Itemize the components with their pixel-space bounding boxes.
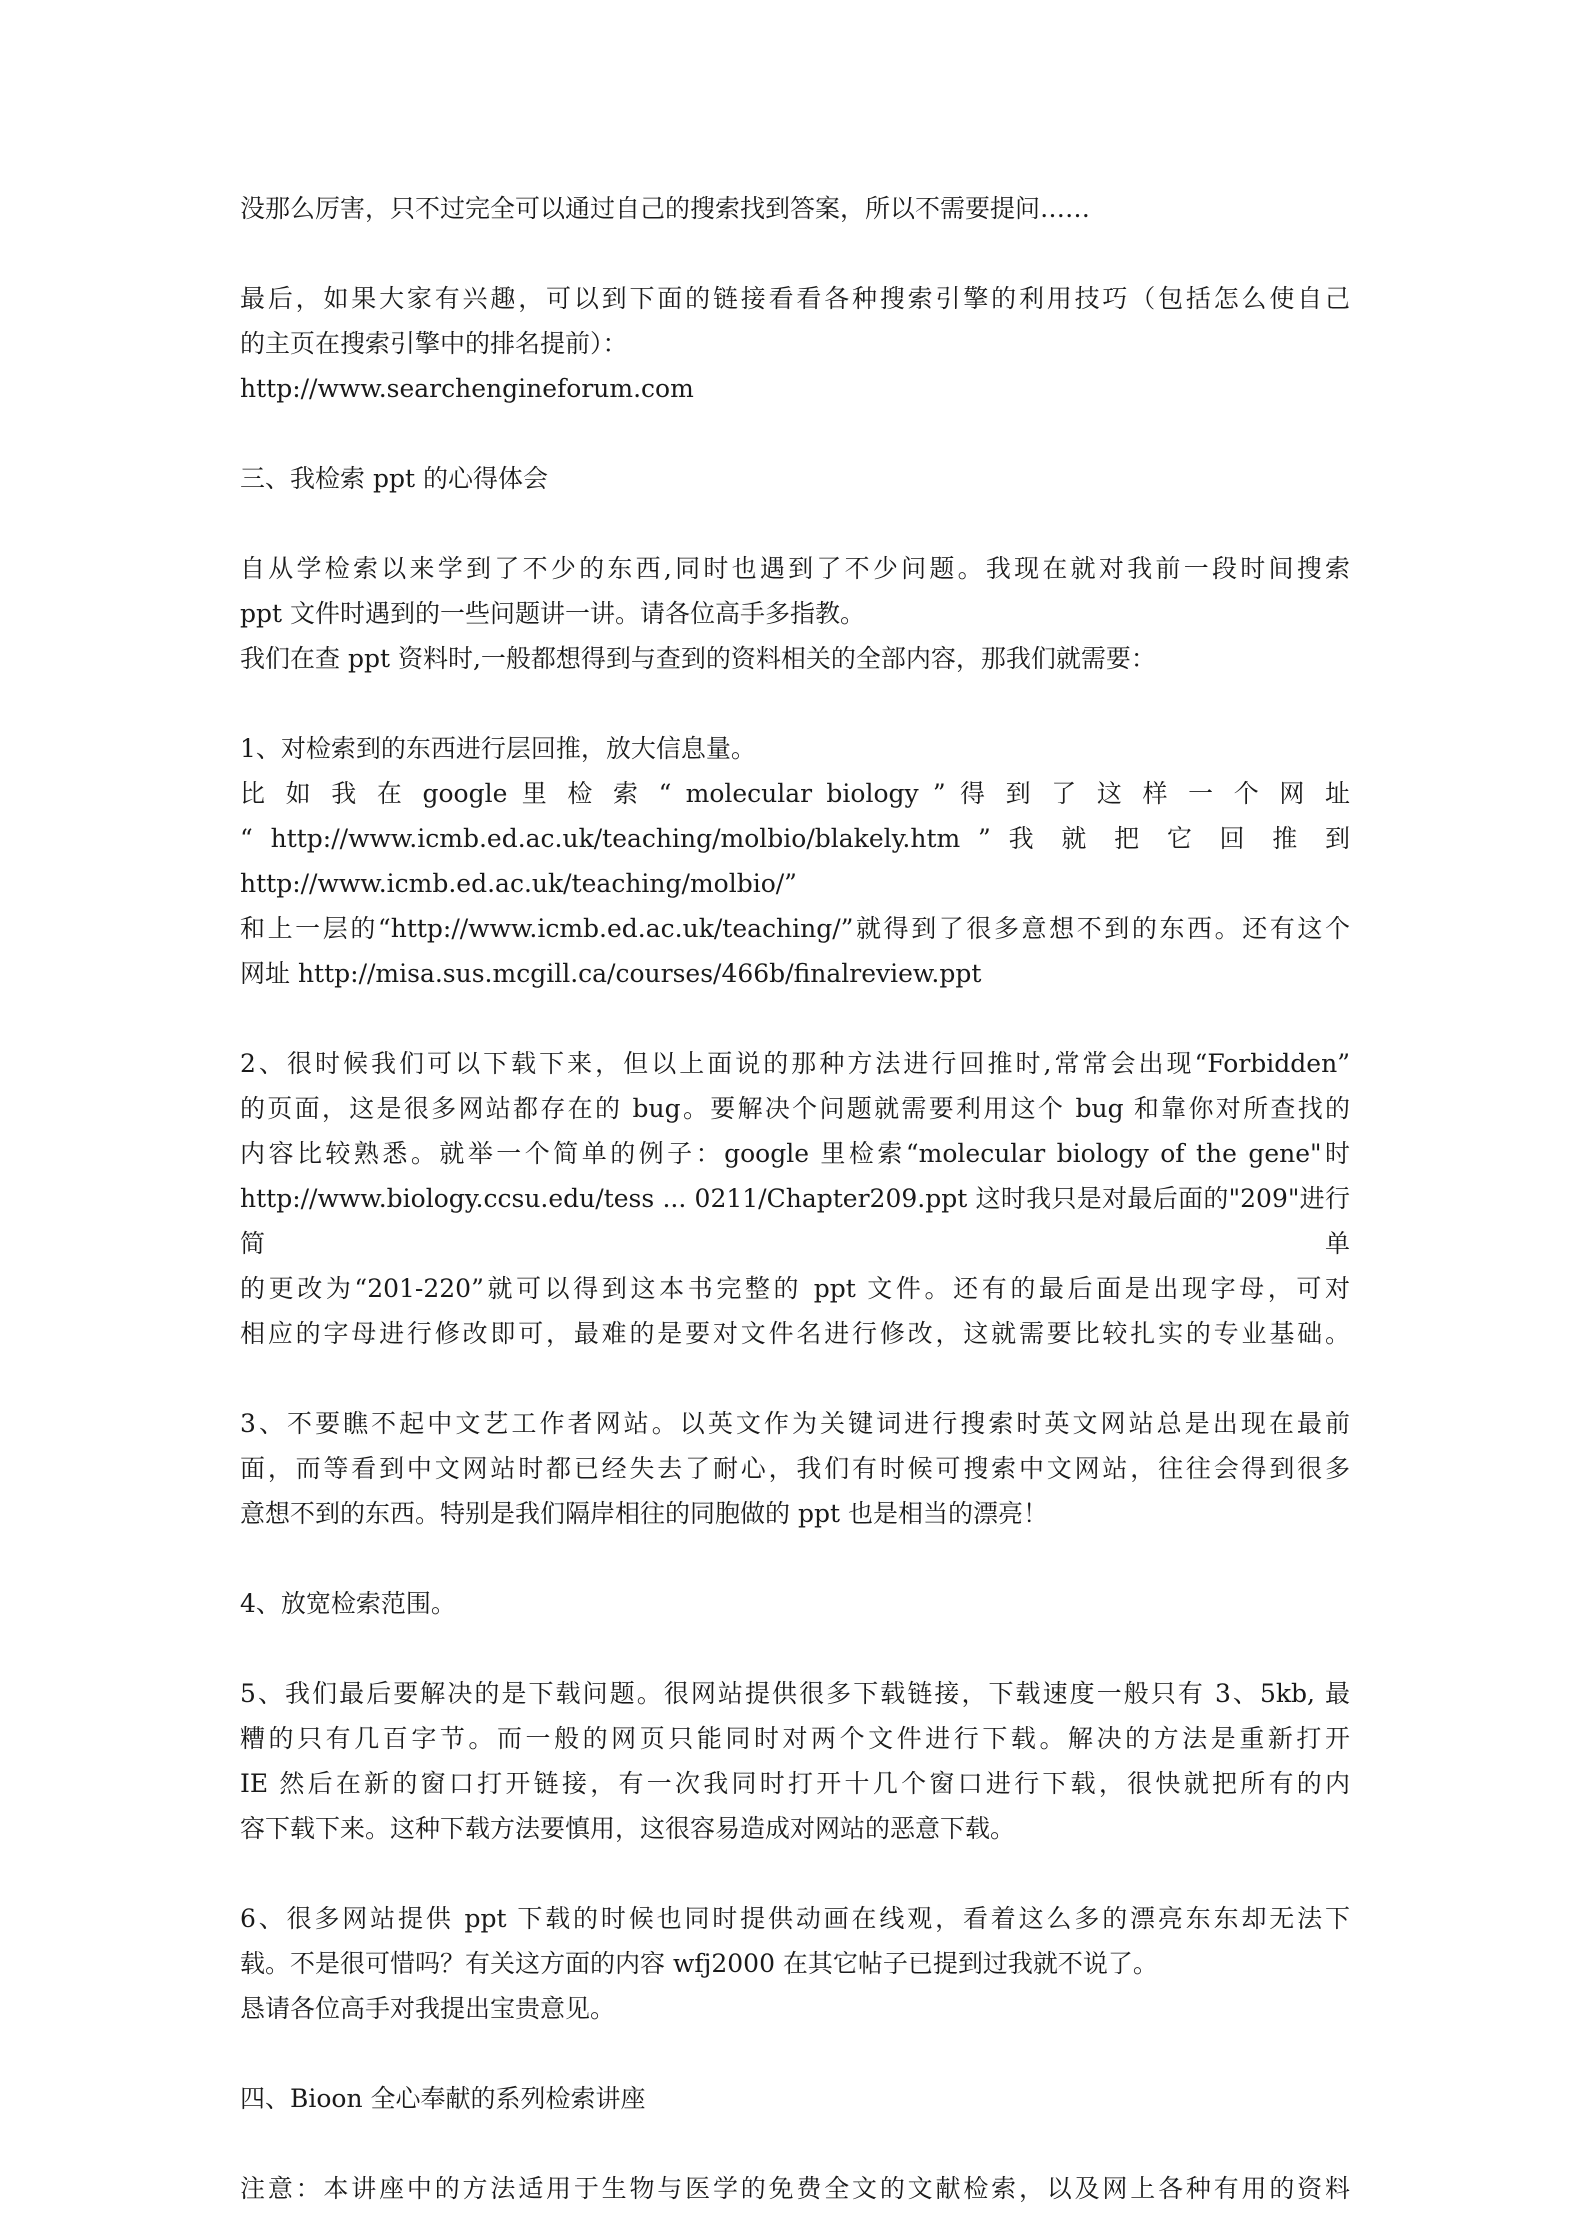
text-line: 3、不要瞧不起中文艺工作者网站。以英文作为关键词进行搜索时英文网站总是出现在最前 xyxy=(240,1409,1350,1438)
text-line: 我们在查 ppt 资料时,一般都想得到与查到的资料相关的全部内容，那我们就需要： xyxy=(240,644,1156,673)
text-line: 和上一层的“http://www.icmb.ed.ac.uk/teaching/”就得到了很多意想不到的东西。还有这个 xyxy=(240,914,1350,943)
text-line: 面，而等看到中文网站时都已经失去了耐心，我们有时候可搜索中文网站，往往会得到很多 xyxy=(240,1454,1350,1483)
section-heading-4 xyxy=(240,2076,1350,2121)
text-line: http://www.icmb.ed.ac.uk/teaching/molbio/” xyxy=(240,869,797,898)
text-line: 网址 http://misa.sus.mcgill.ca/courses/466b/finalreview.ppt xyxy=(240,959,982,988)
text-line: 没那么厉害，只不过完全可以通过自己的搜索找到答案，所以不需要提问…… xyxy=(240,194,1091,223)
text-line: 注意：本讲座中的方法适用于生物与医学的免费全文的文献检索，以及网上各种有用的资料 xyxy=(240,2174,1350,2203)
section-heading-3 xyxy=(240,456,1350,501)
heading-text: 四、Bioon 全心奉献的系列检索讲座 xyxy=(240,2084,646,2113)
text-line: 的页面，这是很多网站都存在的 bug。要解决个问题就需要利用这个 bug 和靠你对所查找的 xyxy=(240,1094,1350,1123)
text-line: 最后，如果大家有兴趣，可以到下面的链接看看各种搜索引擎的利用技巧（包括怎么使自己 xyxy=(240,284,1350,313)
url-link[interactable]: http://www.searchengineforum.com xyxy=(240,374,694,403)
paragraph-ppt-intro xyxy=(240,546,1350,681)
paragraph-search-tips-link xyxy=(240,276,1350,411)
text-line: 4、放宽检索范围。 xyxy=(240,1589,456,1618)
text-line: IE 然后在新的窗口打开链接，有一次我同时打开十几个窗口进行下载，很快就把所有的内 xyxy=(240,1769,1350,1798)
paragraph-tip-4 xyxy=(240,1581,1350,1626)
text-line: 比 如 我 在 google 里 检 索 “ molecular biology ” 得 到 了 这 样 一 个 网 址 xyxy=(240,779,1350,808)
paragraph-tip-2 xyxy=(240,1041,1350,1356)
text-line: ppt 文件时遇到的一些问题讲一讲。请各位高手多指教。 xyxy=(240,599,866,628)
text-line: “ http://www.icmb.ed.ac.uk/teaching/molbio/blakely.htm ” 我 就 把 它 回 推 到 xyxy=(240,824,1350,853)
text-line: 1、对检索到的东西进行层回推，放大信息量。 xyxy=(240,734,756,763)
text-line: 5、我们最后要解决的是下载问题。很网站提供很多下载链接，下载速度一般只有 3、5kb, 最 xyxy=(240,1679,1350,1708)
text-line: 自从学检索以来学到了不少的东西,同时也遇到了不少问题。我现在就对我前一段时间搜索 xyxy=(240,554,1350,583)
text-line: 恳请各位高手对我提出宝贵意见。 xyxy=(240,1994,616,2023)
paragraph-tip-6 xyxy=(240,1896,1350,2031)
text-line: 内容比较熟悉。就举一个简单的例子：google 里检索“molecular biology of the gene"时 xyxy=(240,1139,1350,1168)
text-line: 载。不是很可惜吗？有关这方面的内容 wfj2000 在其它帖子已提到过我就不说了。 xyxy=(240,1949,1158,1978)
text-line: 的主页在搜索引擎中的排名提前）： xyxy=(240,329,628,358)
paragraph-tip-5 xyxy=(240,1671,1350,1851)
text-line: 相应的字母进行修改即可，最难的是要对文件名进行修改，这就需要比较扎实的专业基础。 xyxy=(240,1319,1350,1348)
text-line: http://www.biology.ccsu.edu/tess ... 0211/Chapter209.ppt 这时我只是对最后面的"209"进行简单 xyxy=(240,1184,1350,1258)
text-line: 的更改为“201-220”就可以得到这本书完整的 ppt 文件。还有的最后面是出现字母，可对 xyxy=(240,1274,1350,1303)
paragraph-tip-1 xyxy=(240,726,1350,996)
heading-text: 三、我检索 ppt 的心得体会 xyxy=(240,464,548,493)
text-line: 容下载下来。这种下载方法要慎用，这很容易造成对网站的恶意下载。 xyxy=(240,1814,1016,1843)
paragraph-tip-3 xyxy=(240,1401,1350,1536)
text-line: 2、很时候我们可以下载下来，但以上面说的那种方法进行回推时,常常会出现“Forbidden” xyxy=(240,1049,1350,1078)
document-page xyxy=(240,186,1350,2211)
paragraph-lecture-note xyxy=(240,2166,1350,2211)
paragraph-no-need-to-ask xyxy=(240,186,1350,231)
text-line: 意想不到的东西。特别是我们隔岸相往的同胞做的 ppt 也是相当的漂亮！ xyxy=(240,1499,1048,1528)
text-line: 6、很多网站提供 ppt 下载的时候也同时提供动画在线观，看着这么多的漂亮东东却无法下 xyxy=(240,1904,1350,1933)
text-line: 糟的只有几百字节。而一般的网页只能同时对两个文件进行下载。解决的方法是重新打开 xyxy=(240,1724,1350,1753)
